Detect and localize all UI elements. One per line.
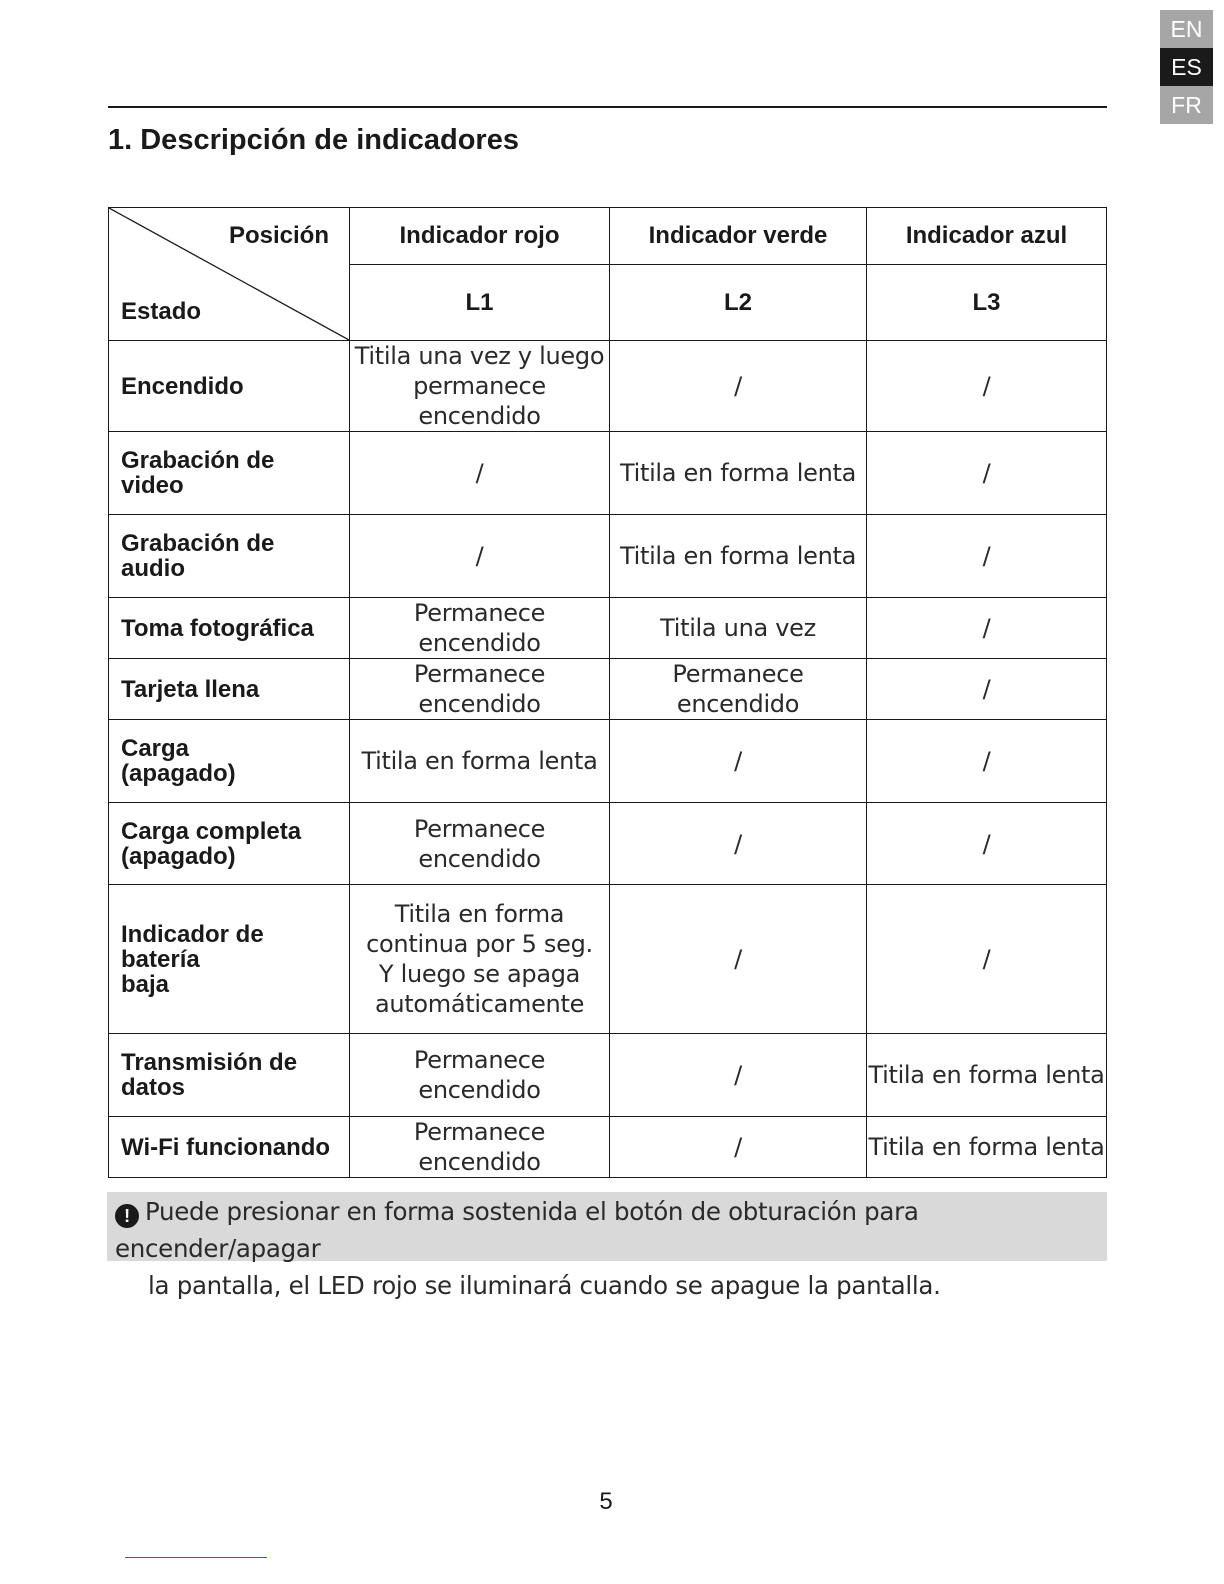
table-corner-header [109, 208, 350, 341]
table-row [109, 1117, 1107, 1178]
cell-l2: / [610, 1117, 867, 1178]
page-number: 5 [599, 1488, 613, 1515]
table-row [109, 803, 1107, 885]
cell-l1: / [350, 515, 610, 598]
table-row [109, 885, 1107, 1034]
top-divider [108, 106, 1107, 108]
header-blue-indicator: Indicador azul [867, 208, 1107, 265]
table-row [109, 598, 1107, 659]
cell-l1: / [350, 432, 610, 515]
cell-l3: / [867, 885, 1107, 1034]
cell-l1: Permanece encendido [350, 598, 610, 659]
row-label: Encendido [109, 341, 350, 432]
cell-l3: / [867, 432, 1107, 515]
section-title: 1. Descripción de indicadores [108, 124, 519, 156]
exclamation-circle-icon: ! [115, 1204, 139, 1228]
table-row [109, 515, 1107, 598]
cell-l2: / [610, 803, 867, 885]
lang-tab-es[interactable]: ES [1160, 48, 1213, 86]
header-red-indicator: Indicador rojo [350, 208, 610, 265]
corner-label-state: Estado [121, 298, 202, 325]
language-tabs [1160, 10, 1213, 124]
table-row [109, 341, 1107, 432]
cell-l1: Permanece encendido [350, 659, 610, 720]
cell-l1: Titila una vez y luego permanece encendido [350, 341, 610, 432]
cell-l3: / [867, 598, 1107, 659]
row-label: Tarjeta llena [109, 659, 350, 720]
subheader-l1: L1 [350, 265, 610, 341]
cell-l2: Titila una vez [610, 598, 867, 659]
row-label: Grabación de video [109, 432, 350, 515]
row-label: Carga (apagado) [109, 720, 350, 803]
cell-l2: Titila en forma lenta [610, 515, 867, 598]
row-label: Toma fotográfica [109, 598, 350, 659]
table-row [109, 432, 1107, 515]
row-label: Transmisión de datos [109, 1034, 350, 1117]
cell-l2: / [610, 341, 867, 432]
cell-l1: Permanece encendido [350, 1034, 610, 1117]
subheader-l3: L3 [867, 265, 1107, 341]
row-label: Grabación de audio [109, 515, 350, 598]
cell-l1: Permanece encendido [350, 803, 610, 885]
note-line-1 [115, 1193, 1101, 1267]
table-row [109, 1034, 1107, 1117]
note-text-2: la pantalla, el LED rojo se iluminará cuando se apague la pantalla. [148, 1271, 941, 1300]
cell-l2: / [610, 885, 867, 1034]
row-label: Wi-Fi funcionando [109, 1117, 350, 1178]
cell-l2: Permanece encendido [610, 659, 867, 720]
cell-l1: Titila en forma lenta [350, 720, 610, 803]
table-row [109, 720, 1107, 803]
cell-l2: / [610, 1034, 867, 1117]
cell-l2: Titila en forma lenta [610, 432, 867, 515]
note-text-1: Puede presionar en forma sostenida el botón de obturación para encender/apagar [115, 1197, 919, 1263]
indicator-table [108, 207, 1107, 1178]
footer-line [125, 1557, 267, 1558]
corner-label-position: Posición [228, 222, 329, 249]
table-row [109, 659, 1107, 720]
cell-l3: / [867, 341, 1107, 432]
note-box [107, 1192, 1107, 1300]
lang-tab-fr[interactable]: FR [1160, 86, 1213, 124]
lang-tab-en[interactable]: EN [1160, 10, 1213, 48]
cell-l3: / [867, 720, 1107, 803]
subheader-l2: L2 [610, 265, 867, 341]
cell-l1: Permanece encendido [350, 1117, 610, 1178]
cell-l1: Titila en forma continua por 5 seg. Y luego se apaga automáticamente [350, 885, 610, 1034]
cell-l3: / [867, 803, 1107, 885]
cell-l3: / [867, 515, 1107, 598]
cell-l2: / [610, 720, 867, 803]
row-label: Carga completa (apagado) [109, 803, 350, 885]
cell-l3: Titila en forma lenta [867, 1034, 1107, 1117]
header-green-indicator: Indicador verde [610, 208, 867, 265]
cell-l3: Titila en forma lenta [867, 1117, 1107, 1178]
row-label: Indicador de batería baja [109, 885, 350, 1034]
cell-l3: / [867, 659, 1107, 720]
